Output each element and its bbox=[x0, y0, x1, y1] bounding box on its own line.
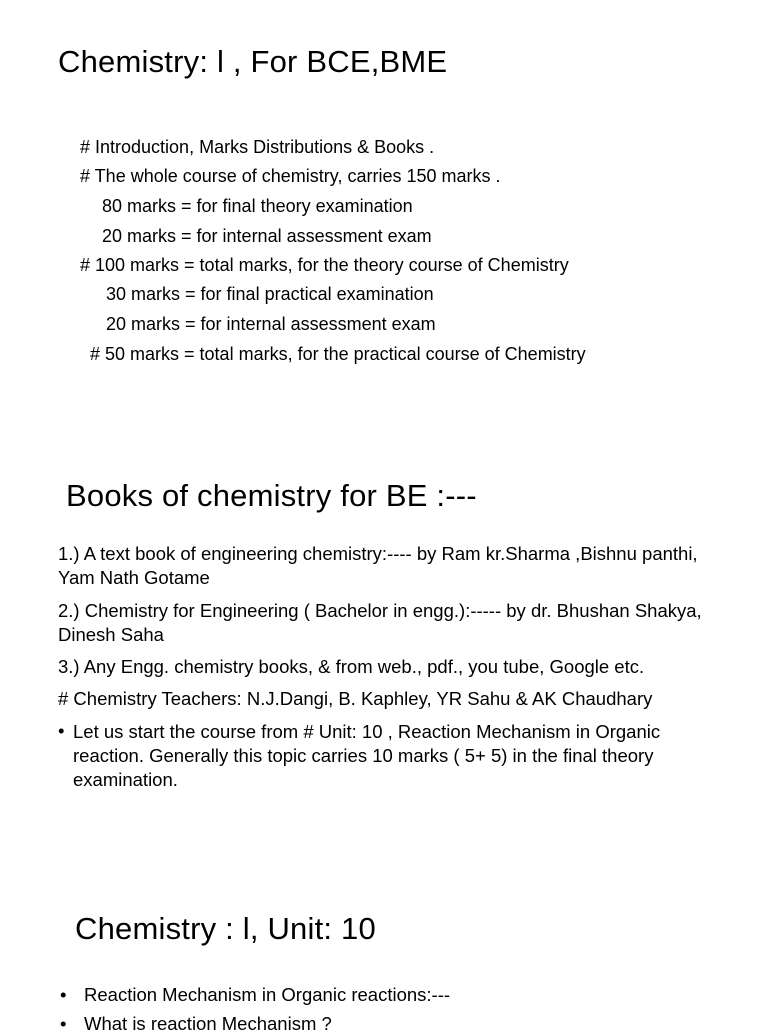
course-start-note: Let us start the course from # Unit: 10 , Reaction Mechanism in Organic reaction. Generally this topic carries 10 marks ( 5+ 5) in the final theory examination. bbox=[73, 721, 661, 790]
slide-1-line: 30 marks = for final practical examination bbox=[106, 284, 434, 304]
book-item: 2.) Chemistry for Engineering ( Bachelor in engg.):----- by dr. Bhushan Shakya, Dinesh Saha bbox=[58, 600, 702, 645]
slide-1-line: 20 marks = for internal assessment exam bbox=[106, 314, 436, 334]
slide-1-line: 20 marks = for internal assessment exam bbox=[102, 226, 432, 246]
bullet-icon: • bbox=[60, 984, 67, 1005]
slide-2-title: Books of chemistry for BE :--- bbox=[66, 478, 477, 513]
book-item: 3.) Any Engg. chemistry books, & from web., pdf., you tube, Google etc. bbox=[58, 656, 645, 677]
slide-1-line: # 50 marks = total marks, for the practical course of Chemistry bbox=[90, 344, 586, 364]
slide-1-line: 80 marks = for final theory examination bbox=[102, 196, 413, 216]
book-item: 1.) A text book of engineering chemistry:---- by Ram kr.Sharma ,Bishnu panthi, Yam Nath Gotame bbox=[58, 543, 698, 588]
bullet-icon: • bbox=[60, 1013, 67, 1034]
slide-1-line: # 100 marks = total marks, for the theory course of Chemistry bbox=[80, 255, 569, 275]
slide-3-title: Chemistry : l, Unit: 10 bbox=[75, 911, 376, 946]
slide-1-title: Chemistry: l , For BCE,BME bbox=[58, 44, 448, 79]
slide-1-line: # The whole course of chemistry, carries 150 marks . bbox=[80, 166, 501, 186]
slide-1-line: # Introduction, Marks Distributions & Books . bbox=[80, 137, 435, 157]
teachers-line: # Chemistry Teachers: N.J.Dangi, B. Kaphley, YR Sahu & AK Chaudhary bbox=[58, 688, 653, 709]
slide-3-bullet: Reaction Mechanism in Organic reactions:--- bbox=[84, 984, 451, 1005]
slide-3-bullet: What is reaction Mechanism ? bbox=[84, 1013, 332, 1034]
bullet-icon: • bbox=[58, 720, 65, 741]
